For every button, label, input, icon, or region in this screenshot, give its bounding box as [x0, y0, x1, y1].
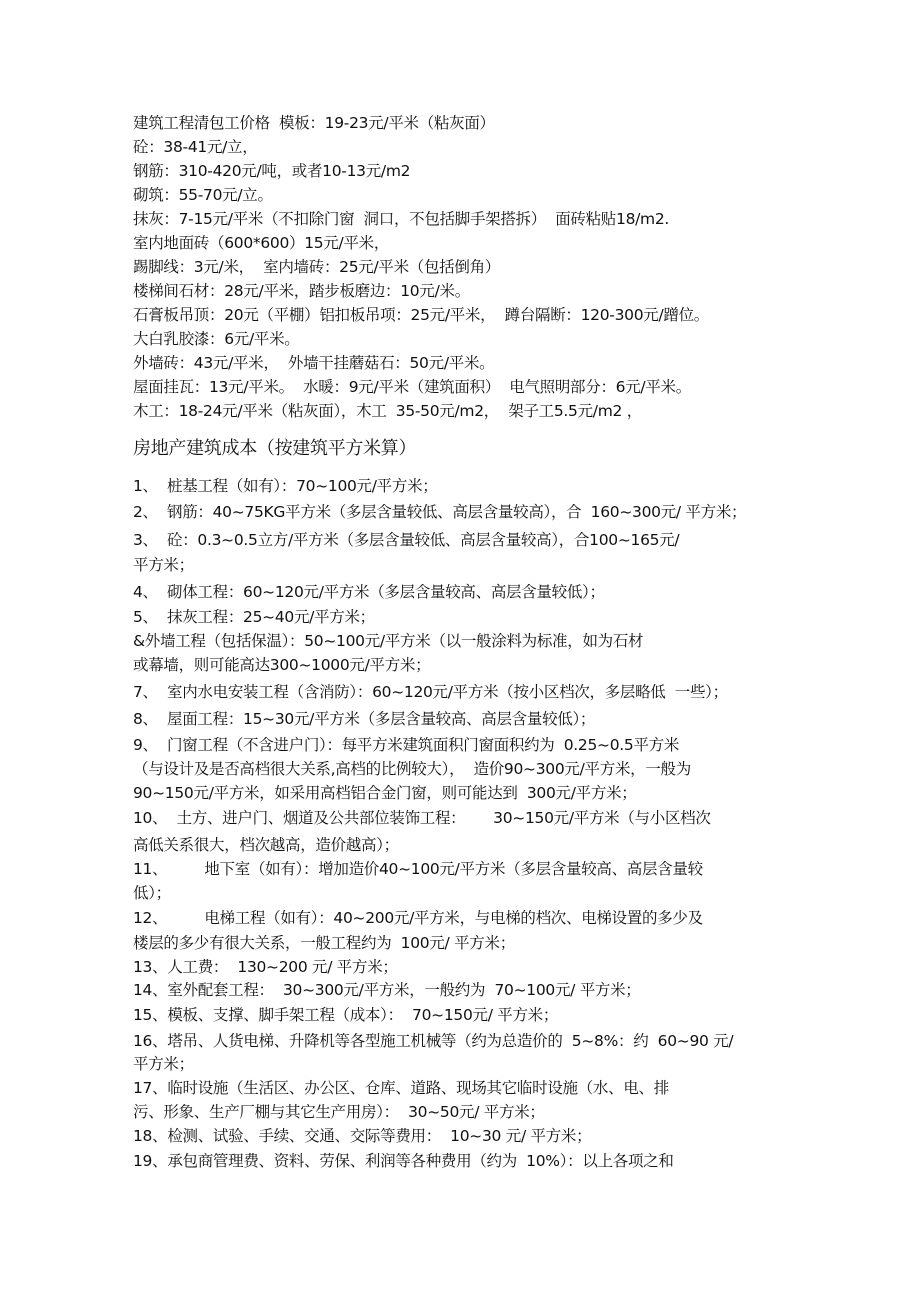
- cost-line: 楼层的多少有很大关系，一般工程约为 100元/ 平方米；: [133, 934, 515, 952]
- price-line: 钢筋：310-420元/吨，或者10-13元/m2: [133, 162, 411, 180]
- cost-line: 高低关系很大，档次越高，造价越高）；: [133, 836, 399, 854]
- cost-line: 10、 土方、进户门、烟道及公共部位装饰工程： 30~150元/平方米（与小区档次: [133, 809, 711, 827]
- section-heading: 房地产建筑成本（按建筑平方米算）: [133, 438, 417, 459]
- cost-line: 8、 屋面工程：15~30元/平方米（多层含量较高、高层含量较低）；: [133, 710, 596, 728]
- price-line: 大白乳胶漆：6元/平米。: [133, 330, 300, 348]
- cost-line: 3、 砼：0.3~0.5立方/平方米（多层含量较低、高层含量较高），合100~165元/: [133, 531, 680, 549]
- cost-line: 污、形象、生产厂棚与其它生产用房）： 30~50元/ 平方米；: [133, 1103, 545, 1121]
- cost-line: 19、承包商管理费、资料、劳保、利润等各种费用（约为 10%）：以上各项之和: [133, 1152, 674, 1170]
- cost-line: 17、临时设施（生活区、办公区、仓库、道路、现场其它临时设施（水、电、排: [133, 1079, 669, 1097]
- cost-line: 14、室外配套工程： 30~300元/平方米，一般约为 70~100元/ 平方米；: [133, 981, 641, 999]
- price-line: 砼：38-41元/立，: [133, 138, 258, 156]
- cost-line: 13、人工费： 130~200 元/ 平方米；: [133, 958, 398, 976]
- cost-line: 9、 门窗工程（不含进户门）：每平方米建筑面积门窗面积约为 0.25~0.5平方米: [133, 736, 680, 754]
- cost-line: 平方米；: [133, 1055, 194, 1073]
- cost-line: 平方米；: [133, 556, 194, 574]
- cost-line: 或幕墙，则可能高达300~1000元/平方米；: [133, 656, 431, 674]
- price-line: 室内地面砖（600*600）15元/平米，: [133, 234, 390, 252]
- cost-line: 7、 室内水电安装工程（含消防）：60~120元/平方米（按小区档次，多层略低 一些）；: [133, 683, 728, 701]
- price-line: 踢脚线：3元/米， 室内墙砖：25元/平米（包括倒角）: [133, 258, 500, 276]
- cost-line: 16、塔吊、人货电梯、升降机等各型施工机械等（约为总造价的 5~8%：约 60~90 元/: [133, 1032, 734, 1050]
- price-line: 楼梯间石材：28元/平米，踏步板磨边：10元/米。: [133, 282, 470, 300]
- cost-line: 18、检测、试验、手续、交通、交际等费用： 10~30 元/ 平方米；: [133, 1127, 592, 1145]
- cost-line: 1、 桩基工程（如有）：70~100元/平方米；: [133, 477, 438, 495]
- price-line: 砌筑：55-70元/立。: [133, 186, 273, 204]
- price-line: 木工：18-24元/平米（粘灰面），木工 35-50元/m2， 架子工5.5元/m2 ，: [133, 402, 642, 420]
- cost-line: 5、 抹灰工程：25~40元/平方米；: [133, 608, 375, 626]
- cost-line: 11、 地下室（如有）：增加造价40~100元/平方米（多层含量较高、高层含量较: [133, 860, 703, 878]
- cost-line: 低）；: [133, 884, 171, 902]
- cost-line: 15、模板、支撑、脚手架工程（成本）： 70~150元/ 平方米；: [133, 1006, 559, 1024]
- price-line: 屋面挂瓦：13元/平米。 水暖：9元/平米（建筑面积） 电气照明部分：6元/平米。: [133, 378, 691, 396]
- price-line: 外墙砖：43元/平米， 外墙干挂蘑菇石：50元/平米。: [133, 354, 495, 372]
- cost-line: （与设计及是否高档很大关系,高档的比例较大）， 造价90~300元/平方米，一般为: [133, 760, 691, 778]
- price-line: 建筑工程清包工价格 模板：19-23元/平米（粘灰面）: [133, 114, 495, 132]
- cost-line: &外墙工程（包括保温）：50~100元/平方米（以一般涂料为标准，如为石材: [133, 632, 644, 650]
- price-line: 石膏板吊顶：20元（平棚）铝扣板吊项：25元/平米， 蹲台隔断：120-300元/蹭位。: [133, 306, 710, 324]
- cost-line: 90~150元/平方米，如采用高档铝合金门窗，则可能达到 300元/平方米；: [133, 784, 637, 802]
- cost-line: 2、 钢筋：40~75KG平方米（多层含量较低、高层含量较高），合 160~300元/ 平方米；: [133, 503, 747, 521]
- price-line: 抹灰：7-15元/平米（不扣除门窗 洞口，不包括脚手架搭拆） 面砖粘贴18/m2.: [133, 210, 670, 228]
- cost-line: 4、 砌体工程：60~120元/平方米（多层含量较高、高层含量较低）；: [133, 583, 605, 601]
- cost-line: 12、 电梯工程（如有）：40~200元/平方米，与电梯的档次、电梯设置的多少及: [133, 909, 703, 927]
